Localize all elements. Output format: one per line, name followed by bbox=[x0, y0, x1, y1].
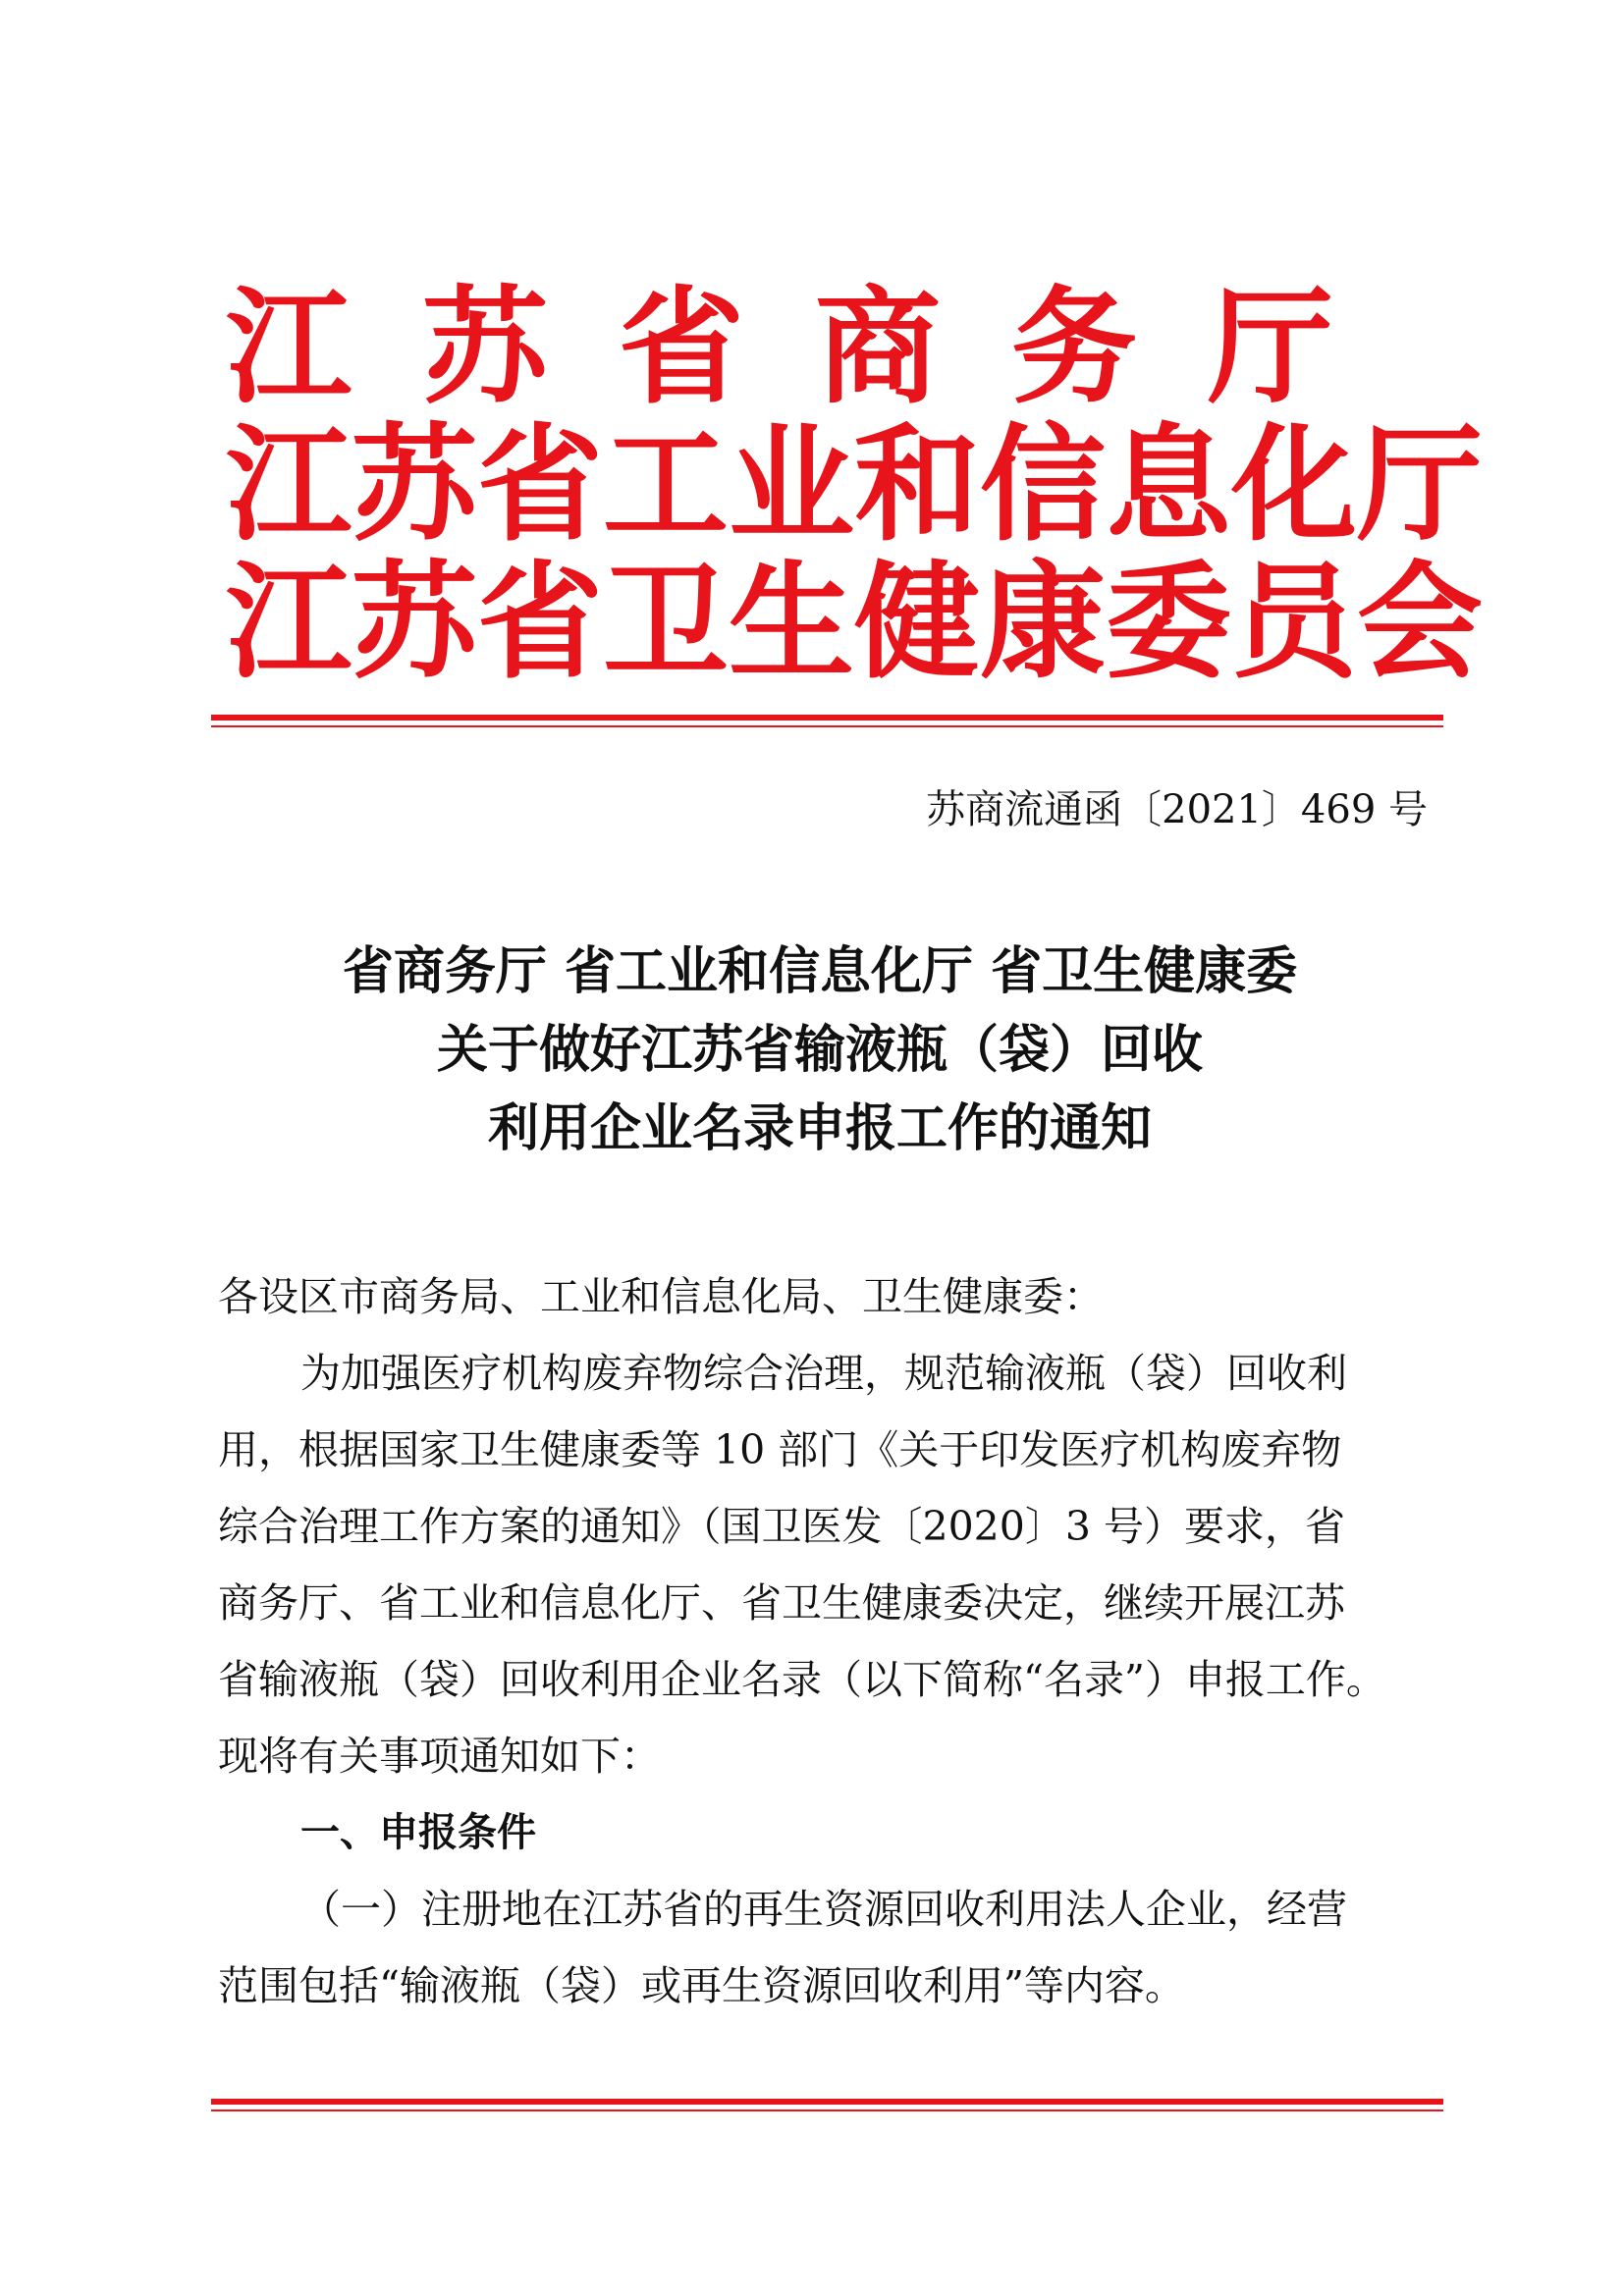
salutation: 各设区市商务局、工业和信息化局、卫生健康委： bbox=[218, 1273, 1104, 1320]
paragraph-line: 现将有关事项通知如下： bbox=[218, 1733, 661, 1780]
authority-industry: 江苏省工业和信息化厅 bbox=[226, 411, 1484, 559]
document-number: 苏商流通函〔2021〕469 号 bbox=[926, 787, 1428, 832]
paragraph-line: 范围包括“输液瓶（袋）或再生资源回收利用”等内容。 bbox=[218, 1962, 1185, 2009]
title-line: 利用企业名录申报工作的通知 bbox=[487, 1099, 1152, 1158]
section-heading: 一、申报条件 bbox=[300, 1810, 536, 1855]
paragraph-line: 综合治理工作方案的通知》（国卫医发〔2020〕3 号）要求，省 bbox=[218, 1503, 1345, 1550]
paragraph-line: （一）注册地在江苏省的再生资源回收利用法人企业，经营 bbox=[300, 1886, 1347, 1933]
paragraph-line: 为加强医疗机构废弃物综合治理，规范输液瓶（袋）回收利 bbox=[300, 1350, 1347, 1397]
document-title bbox=[211, 933, 1429, 1168]
authority-commerce: 江苏省商务厅 bbox=[226, 274, 1405, 421]
intro-paragraph bbox=[218, 1335, 1426, 1794]
paragraph-line: 商务厅、省工业和信息化厅、省卫生健康委决定，继续开展江苏 bbox=[218, 1579, 1345, 1627]
authority-health: 江苏省卫生健康委员会 bbox=[226, 549, 1484, 696]
condition-paragraph bbox=[218, 1871, 1426, 2024]
paragraph-line: 省输液瓶（袋）回收利用企业名录（以下简称“名录”）申报工作。 bbox=[218, 1656, 1386, 1703]
header-divider bbox=[211, 715, 1443, 727]
title-line: 关于做好江苏省输液瓶（袋）回收 bbox=[436, 1021, 1203, 1080]
title-line: 省商务厅 省工业和信息化厅 省卫生健康委 bbox=[342, 942, 1298, 1001]
footer-divider bbox=[211, 2099, 1443, 2111]
paragraph-line: 用，根据国家卫生健康委等 10 部门《关于印发医疗机构废弃物 bbox=[218, 1426, 1342, 1473]
